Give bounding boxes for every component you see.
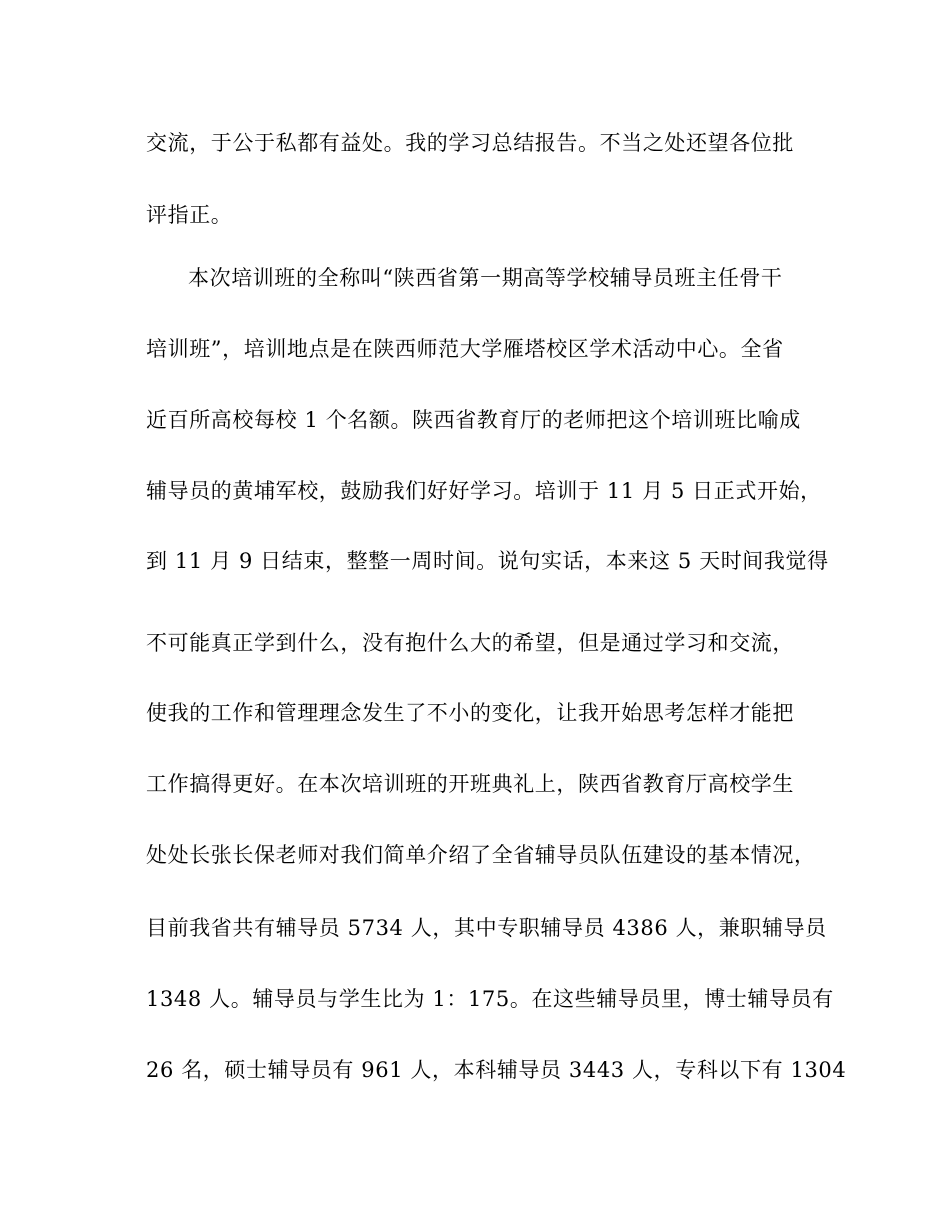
paragraph-line: 工作搞得更好。在本次培训班的开班典礼上，陕西省教育厅高校学生: [146, 772, 794, 796]
paragraph-line: 辅导员的黄埔军校，鼓励我们好好学习。培训于 11 月 5 日正式开始，: [146, 479, 822, 503]
paragraph-line: 交流，于公于私都有益处。我的学习总结报告。不当之处还望各位批: [146, 131, 794, 155]
paragraph-line: 1348 人。辅导员与学生比为 1：175。在这些辅导员里，博士辅导员有: [146, 987, 834, 1011]
paragraph-line: 目前我省共有辅导员 5734 人，其中专职辅导员 4386 人，兼职辅导员: [146, 916, 827, 940]
paragraph-line: 26 名，硕士辅导员有 961 人，本科辅导员 3443 人，专科以下有 1304: [146, 1058, 847, 1082]
paragraph-first-line: 本次培训班的全称叫“陕西省第一期高等学校辅导员班主任骨干: [188, 266, 783, 290]
paragraph-line: 近百所高校每校 1 个名额。陕西省教育厅的老师把这个培训班比喻成: [146, 408, 801, 432]
paragraph-line: 培训班”，培训地点是在陕西师范大学雁塔校区学术活动中心。全省: [146, 337, 784, 361]
paragraph-line: 不可能真正学到什么，没有抱什么大的希望，但是通过学习和交流，: [146, 631, 794, 655]
paragraph-line: 到 11 月 9 日结束，整整一周时间。说句实话，本来这 5 天时间我觉得: [146, 549, 829, 573]
paragraph-line: 评指正。: [146, 203, 233, 227]
paragraph-line: 使我的工作和管理理念发生了不小的变化，让我开始思考怎样才能把: [146, 701, 794, 725]
paragraph-line: 处处长张长保老师对我们简单介绍了全省辅导员队伍建设的基本情况，: [146, 843, 816, 867]
